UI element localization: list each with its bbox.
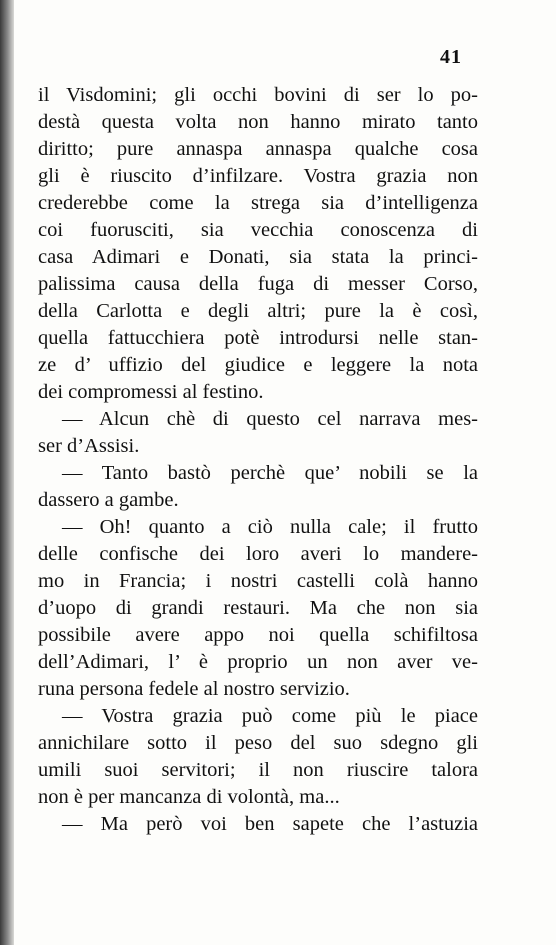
dialogue-line: — Tanto bastò perchè que’ nobili se la [62, 462, 478, 484]
text-line: annichilare sotto il peso del suo sdegno gli [38, 732, 478, 754]
text-line: umili suoi servitori; il non riuscire talora [38, 759, 478, 781]
text-line: delle confische dei loro averi lo mandere- [38, 543, 478, 565]
text-line: dassero a gambe. [38, 489, 179, 511]
text-line: coi fuorusciti, sia vecchia conoscenza di [38, 219, 478, 241]
text-line: possibile avere appo noi quella schifiltosa [38, 624, 478, 646]
dialogue-line: — Oh! quanto a ciò nulla cale; il frutto [62, 516, 478, 538]
book-spine-shadow [0, 0, 14, 945]
text-line: quella fattucchiera potè introdursi nelle stan- [38, 327, 478, 349]
body-text [38, 82, 478, 838]
text-line: dell’Adimari, l’ è proprio un non aver ve- [38, 651, 478, 673]
text-line: della Carlotta e degli altri; pure la è così, [38, 300, 478, 322]
text-line: mo in Francia; i nostri castelli colà hanno [38, 570, 478, 592]
text-line: gli è riuscito d’infilzare. Vostra grazia non [38, 165, 478, 187]
text-line: dei compromessi al festino. [38, 381, 264, 403]
text-line: non è per mancanza di volontà, ma... [38, 786, 340, 808]
text-line: destà questa volta non hanno mirato tanto [38, 111, 478, 133]
text-line: casa Adimari e Donati, sia stata la princi- [38, 246, 478, 268]
text-line: ze d’ uffizio del giudice e leggere la nota [38, 354, 478, 376]
text-line: crederebbe come la strega sia d’intelligenza [38, 192, 478, 214]
text-line: il Visdomini; gli occhi bovini di ser lo po- [38, 84, 478, 106]
text-line: palissima causa della fuga di messer Corso, [38, 273, 478, 295]
text-line: d’uopo di grandi restauri. Ma che non sia [38, 597, 478, 619]
text-line: diritto; pure annaspa annaspa qualche cosa [38, 138, 478, 160]
text-line: runa persona fedele al nostro servizio. [38, 678, 350, 700]
page-number: 41 [440, 46, 462, 68]
dialogue-line: — Ma però voi ben sapete che l’astuzia [62, 813, 478, 835]
dialogue-line: — Vostra grazia può come più le piace [62, 705, 478, 727]
dialogue-line: — Alcun chè di questo cel narrava mes- [62, 408, 478, 430]
text-line: ser d’Assisi. [38, 435, 140, 457]
